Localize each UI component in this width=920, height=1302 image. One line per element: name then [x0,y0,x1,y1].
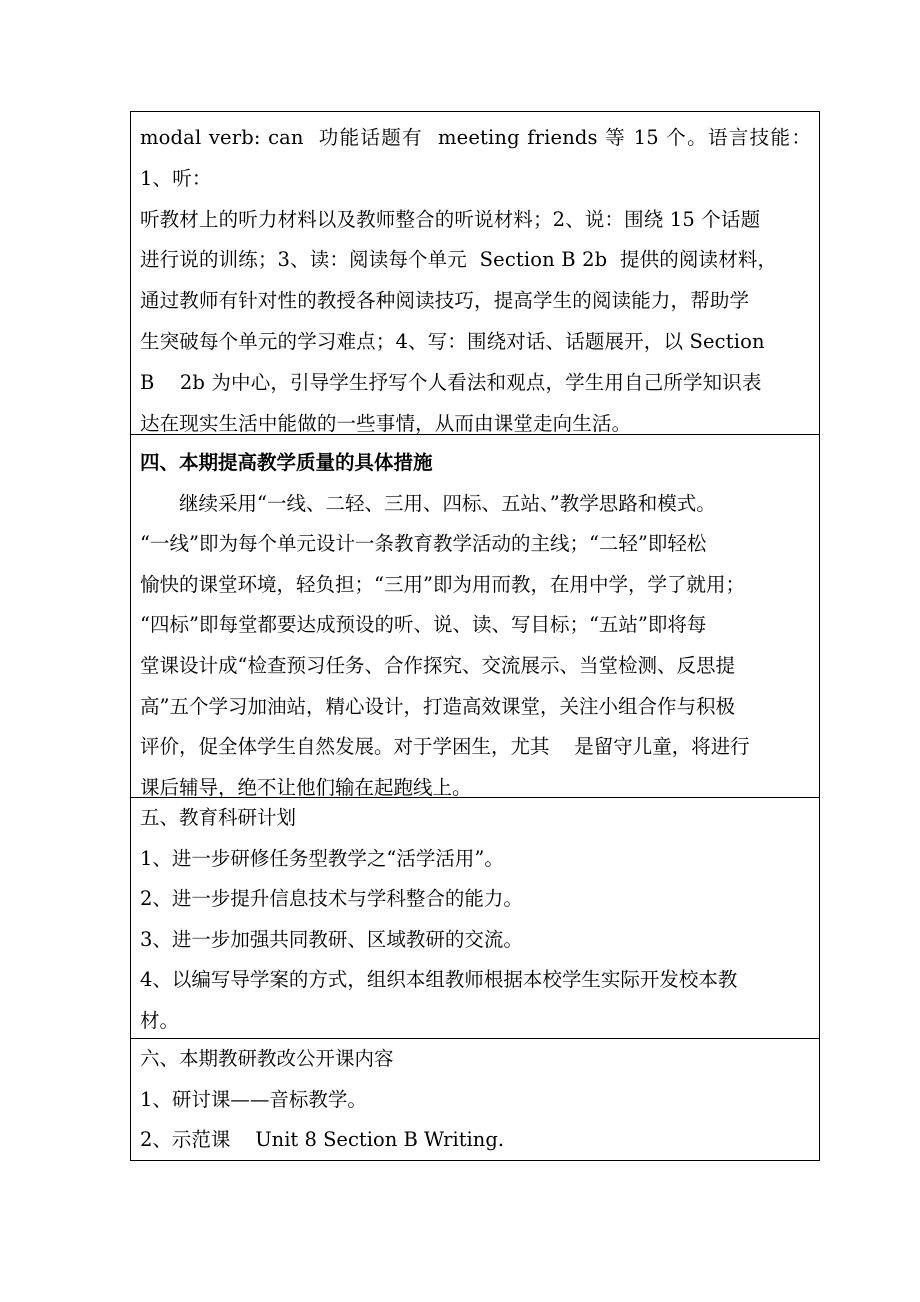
paragraph-line: modal verb: can 功能话题有 meeting friends 等 15 个。语言技能：1、听： [140,126,811,190]
paragraph-line: 通过教师有针对性的教授各种阅读技巧，提高学生的阅读能力，帮助学 [140,289,750,313]
paragraph-line: 生突破每个单元的学习难点；4、写：围绕对话、话题展开，以 Section [140,329,765,353]
quality-measures-cell [131,435,819,798]
paragraph-line: 达在现实生活中能做的一些事情，从而由课堂走向生活。 [140,411,632,435]
paragraph-line: 听教材上的听力材料以及教师整合的听说材料；2、说：围绕 15 个话题 [140,207,761,231]
paragraph-line: 进行说的训练；3、读：阅读每个单元 Section B 2b 提供的阅读材料， [140,248,778,272]
research-plan-cell [131,798,819,1039]
paragraph-line: 课后辅导，绝不让他们输在起跑线上。 [140,775,472,799]
paragraph-line: 愉快的课堂环境，轻负担；“三用”即为用而教，在用中学，学了就用； [140,572,745,596]
paragraph-line: 评价，促全体学生自然发展。对于学困生，尤其 是留守儿童，将进行 [140,735,750,759]
section-heading: 四、本期提高教学质量的具体措施 [140,451,433,474]
open-lessons-cell [131,1039,819,1160]
paragraph-line: 高”五个学习加油站，精心设计，打造高效课堂，关注小组合作与积极 [140,694,735,718]
list-item: 2、进一步提升信息技术与学科整合的能力。 [140,887,523,910]
paragraph-line: 继续采用“一线、二轻、三用、四标、五站、”教学思路和模式。 [179,491,716,515]
list-item: 2、示范课 Unit 8 Section B Writing. [140,1128,505,1151]
list-item: 4、以编写导学案的方式，组织本组教师根据本校学生实际开发校本教 [140,968,738,991]
list-item: 3、进一步加强共同教研、区域教研的交流。 [140,927,523,951]
paragraph-line: “一线”即为每个单元设计一条教育教学活动的主线；“二轻”即轻松 [140,532,707,556]
list-item: 1、研讨课——音标教学。 [140,1087,367,1111]
section-heading: 五、教育科研计划 [140,806,297,829]
paragraph-line: 堂课设计成“检查预习任务、合作探究、交流展示、当堂检测、反思提 [140,653,735,677]
list-item: 材。 [140,1008,180,1032]
section-heading: 六、本期教研教改公开课内容 [140,1047,394,1070]
paragraph-line: B 2b 为中心，引导学生抒写个人看法和观点，学生用自己所学知识表 [140,370,762,394]
paragraph-line: “四标”即每堂都要达成预设的听、说、读、写目标；“五站”即将每 [140,613,707,637]
plan-table [130,111,820,1161]
language-skills-cell [131,112,819,435]
list-item: 1、进一步研修任务型教学之“活学活用”。 [140,846,504,870]
